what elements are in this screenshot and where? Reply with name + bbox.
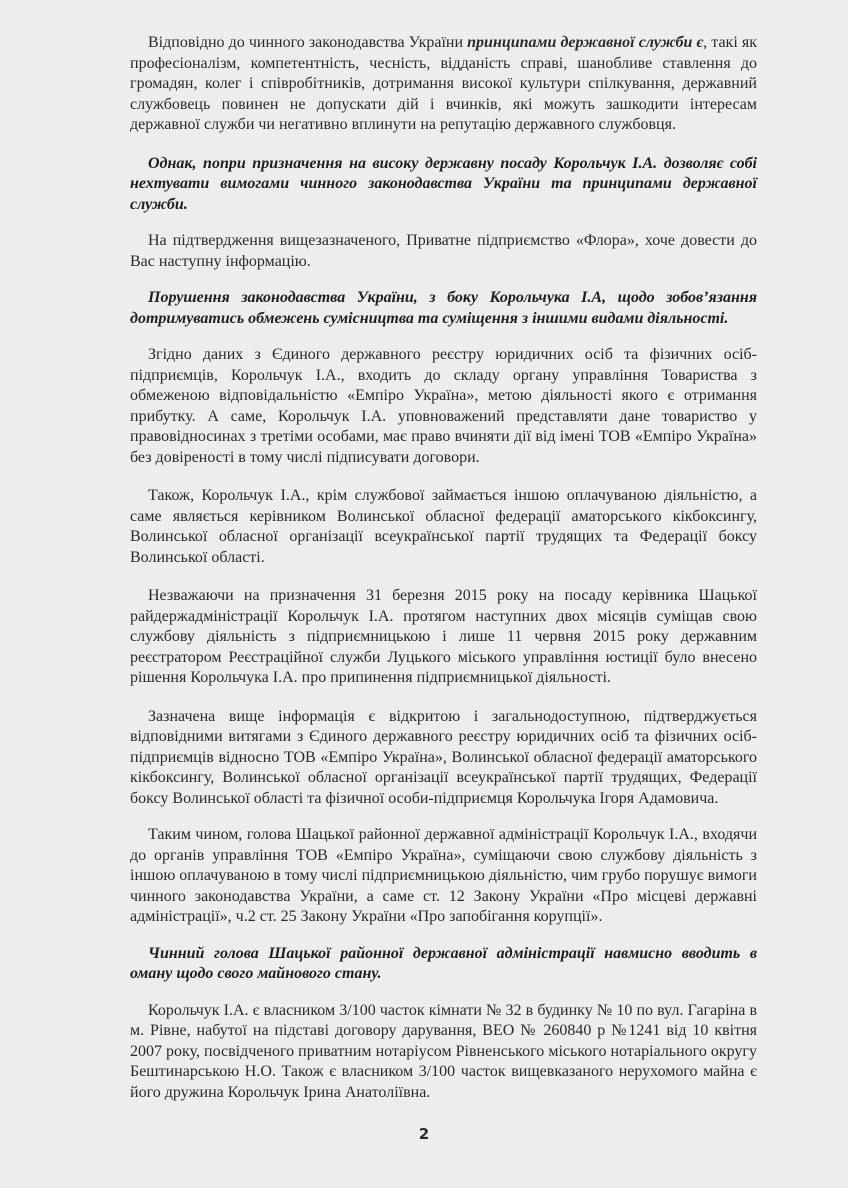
paragraph-appointment: Незважаючи на призначення 31 березня 2015 року на посаду керівника Шацької райдержадміністрації Корольчук І.А. протягом наступних двох місяців суміщав свою службову діяльність з підприємницькою і лише 11 червня 2015 року державним реєстратором Реєстраційної служби Луцького міського управління юстиції було внесено рішення Корольчука І.А. про припинення підприємницької діяльності. (130, 587, 757, 686)
paragraph-principles (130, 33, 757, 136)
heading-violation-combination: Порушення законодавства України, з боку Корольчука І.А, щодо зобов’язання дотримуватись обмежень сумісництва та суміщення з іншими видами діяльності. (130, 289, 757, 327)
paragraph-principles-text-start: Відповідно до чинного законодавства України (148, 34, 468, 51)
paragraph-registry-data: Згідно даних з Єдиного державного реєстру юридичних осіб та фізичних осіб-підприємців, Корольчук І.А., входить до складу органу управління Товариства з обмеженою відповідальністю «Емпіро Україна», метою діяльності якого є отримання прибутку. А саме, Корольчук І.А. уповноважений представляти дане товариство у правовідносинах з третіми особами, має право вчиняти дії від імені ТОВ «Емпіро Україна» без довіреності в тому числі підписувати договори. (130, 346, 757, 466)
paragraph-property: Корольчук І.А. є власником 3/100 часток кімнати № 32 в будинку № 10 по вул. Гагаріна в м. Рівне, набутої на підставі договору дарування, ВЕО № 260840 р №1241 від 10 квітня 2007 року, посвідченого приватним нотаріусом Рівненського міського нотаріального округу Бештинарською Н.О. Також є власником 3/100 часток вищевказаного нерухомого майна є його дружина Корольчук Ірина Анатоліївна. (130, 1001, 757, 1101)
paragraph-open-information: Зазначена вище інформація є відкритою і загальнодоступною, підтверджується відповідними витягами з Єдиного державного реєстру юридичних осіб та фізичних осіб-підприємців відносно ТОВ «Емпіро Україна», Волинської обласної федерації аматорського кікбоксингу, Волинської обласної організації всеукраїнської партії трудящих, Федерації боксу Волинської області та фізичної особи-підприємця Корольчука Ігоря Адамовича. (130, 707, 757, 807)
heading-property-misleading: Чинний голова Шацької районної державної адміністрації навмисно вводить в оману щодо свого майнового стану. (130, 944, 757, 982)
paragraph-confirmation: На підтвердження вищезазначеного, Приватне підприємство «Флора», хоче довести до Вас наступну інформацію. (130, 232, 757, 270)
paragraph-other-activities: Також, Корольчук І.А., крім службової займається іншою оплачуваною діяльністю, а саме являється керівником Волинської обласної федерації аматорського кікбоксингу, Волинської обласної організації всеукраїнської партії трудящих та Федерації боксу Волинської області. (130, 487, 757, 566)
paragraph-conclusion: Таким чином, голова Шацької районної державної адміністрації Корольчук І.А., входячи до органів управління ТОВ «Емпіро Україна», суміщаючи свою службову діяльність з іншою оплачуваною в тому числі підприємницькою діяльністю, чим грубо порушує вимоги чинного законодавства України, а саме ст. 12 Закону України «Про місцеві державні адміністрації», ч.2 ст. 25 Закону України «Про запобігання корупції». (130, 826, 757, 925)
document-body (130, 33, 757, 1115)
principles-emphasis: принципами державної служби є (467, 34, 704, 51)
page-number: 2 (418, 1125, 430, 1143)
heading-neglect-requirements: Однак, попри призначення на високу державну посаду Корольчук І.А. дозволяє собі нехтувати вимогами чинного законодавства України та принципами державної служби. (130, 154, 757, 213)
paragraph-principles-text-end: , такі як професіоналізм, компетентність, чесність, відданість справі, шанобливе ставлення до громадян, колег і співробітників, дотримання високої культури спілкування, державний службовець повинен не допускати дій і вчинків, які можуть зашкодити інтересам державної служби чи негативно вплинути на репутацію державного службовця. (130, 34, 758, 133)
